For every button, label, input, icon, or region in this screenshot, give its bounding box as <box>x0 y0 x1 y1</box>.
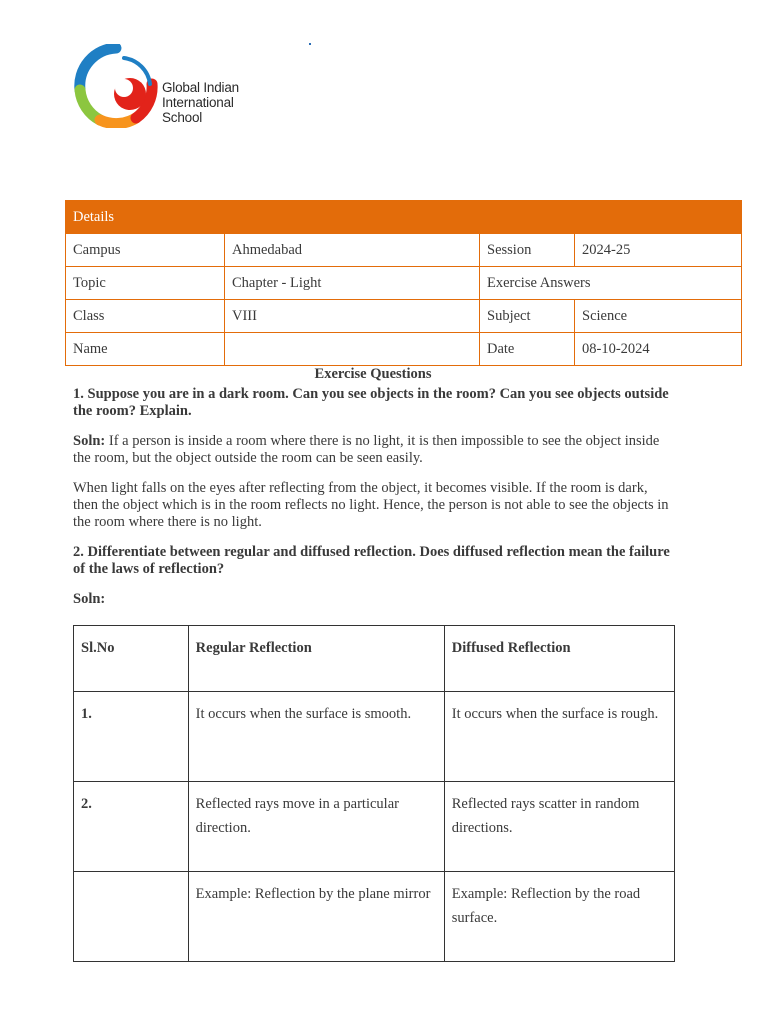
school-name <box>162 80 239 125</box>
decorative-dot <box>309 43 311 45</box>
details-cell: Chapter - Light <box>225 267 480 300</box>
question-1: 1. Suppose you are in a dark room. Can you see objects in the room? Can you see objects outside the room? Explain. <box>73 386 669 419</box>
details-cell: Topic <box>66 267 225 300</box>
table-header-cell: Regular Reflection <box>188 626 444 692</box>
question-2: 2. Differentiate between regular and diffused reflection. Does diffused reflection mean the failure of the laws of reflection? <box>73 544 670 577</box>
details-row <box>66 300 742 333</box>
table-cell: Reflected rays move in a particular direction. <box>188 782 444 872</box>
table-cell: It occurs when the surface is smooth. <box>188 692 444 782</box>
details-row <box>66 267 742 300</box>
section-title: Exercise Questions <box>314 366 432 382</box>
school-name-line2: International <box>162 95 234 110</box>
table-row <box>74 872 675 962</box>
table-row <box>74 782 675 872</box>
details-cell: 08-10-2024 <box>575 333 742 366</box>
details-cell: VIII <box>225 300 480 333</box>
details-cell: Exercise Answers <box>480 267 742 300</box>
school-name-line3: School <box>162 110 203 125</box>
details-header-row <box>66 201 742 234</box>
table-cell: It occurs when the surface is rough. <box>444 692 674 782</box>
answer-1-text: If a person is inside a room where there is no light, it is then impossible to see the object inside the room, but the object outside the room can be seen easily. <box>73 433 660 466</box>
table-cell: Example: Reflection by the road surface. <box>444 872 674 962</box>
details-row <box>66 333 742 366</box>
details-cell: 2024-25 <box>575 234 742 267</box>
details-cell: Campus <box>66 234 225 267</box>
details-cell: Science <box>575 300 742 333</box>
answer-2-label: Soln: <box>73 591 106 607</box>
table-header-row <box>74 626 675 692</box>
details-cell: Name <box>66 333 225 366</box>
table-row <box>74 692 675 782</box>
reflection-comparison-table <box>73 625 675 962</box>
table-cell: Example: Reflection by the plane mirror <box>188 872 444 962</box>
details-cell <box>225 333 480 366</box>
details-cell: Subject <box>480 300 575 333</box>
table-header-cell: Diffused Reflection <box>444 626 674 692</box>
table-cell <box>74 872 189 962</box>
table-cell: 1. <box>74 692 189 782</box>
details-cell: Ahmedabad <box>225 234 480 267</box>
details-header: Details <box>66 201 742 234</box>
details-row <box>66 234 742 267</box>
school-logo-icon <box>74 44 158 128</box>
table-cell: 2. <box>74 782 189 872</box>
answer-1-label: Soln: <box>73 433 106 449</box>
answer-1-paragraph-2: When light falls on the eyes after reflecting from the object, it becomes visible. If the room is dark, then the object which is in the room reflects no light. Hence, the person is not able to see the objects in the room where there is no light. <box>73 480 669 530</box>
details-cell: Date <box>480 333 575 366</box>
table-header-cell: Sl.No <box>74 626 189 692</box>
exercise-content <box>73 366 673 621</box>
details-table <box>65 200 742 366</box>
table-cell: Reflected rays scatter in random directions. <box>444 782 674 872</box>
school-name-line1: Global Indian <box>162 80 239 95</box>
school-logo <box>74 44 254 128</box>
answer-1 <box>73 433 673 467</box>
details-cell: Session <box>480 234 575 267</box>
details-cell: Class <box>66 300 225 333</box>
